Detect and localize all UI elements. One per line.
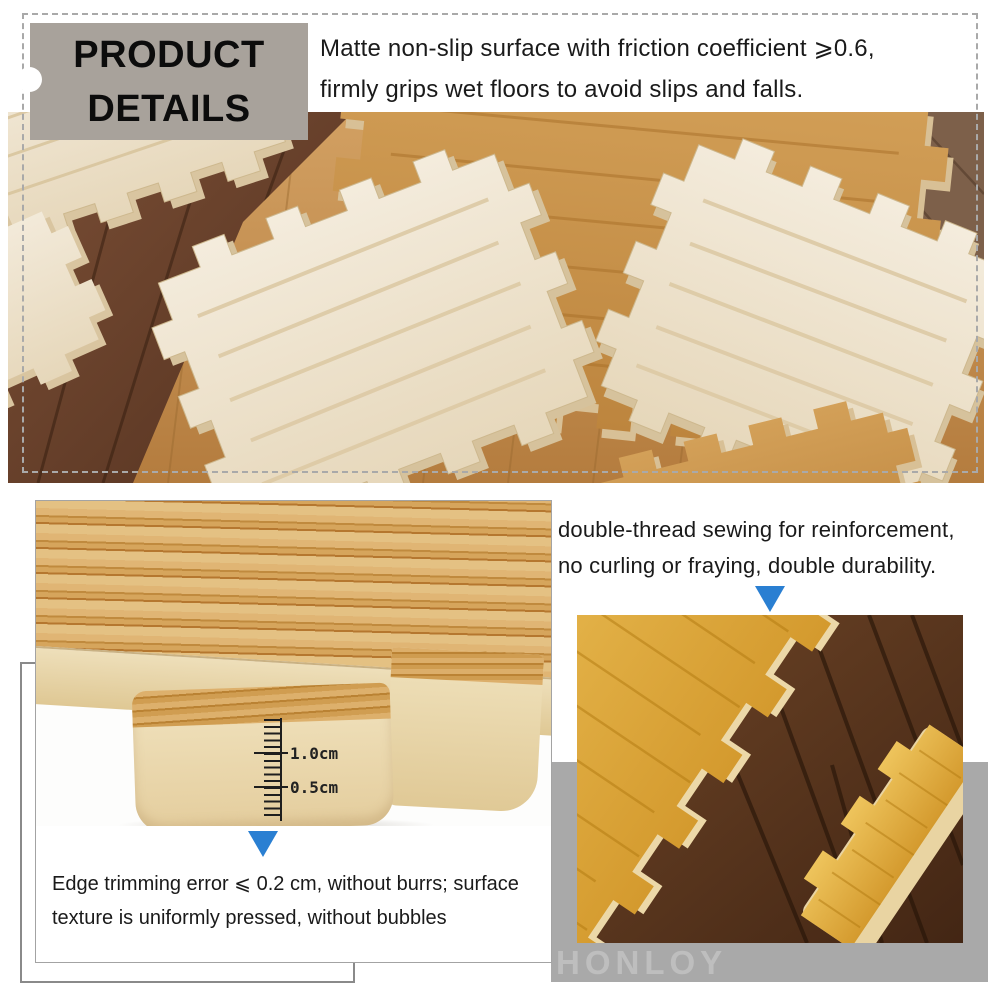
non-slip-caption [320, 28, 976, 110]
ruler-ticks [264, 719, 280, 819]
interlock-closeup-photo [577, 615, 963, 943]
main-product-photo [8, 112, 984, 483]
caption-line: firmly grips wet floors to avoid slips and falls. [320, 76, 804, 103]
ruler-tick-1cm [254, 752, 288, 754]
mat-edge-right-block [384, 647, 544, 813]
product-details-title-box [30, 23, 308, 140]
ticket-notch [17, 67, 42, 92]
thickness-label-1cm: 1.0cm [290, 744, 339, 763]
ruler-line [280, 718, 282, 821]
caption-line: texture is uniformly pressed, without bubbles [52, 907, 447, 929]
caption-line: no curling or fraying, double durability. [558, 553, 937, 578]
mat-interlock-tongue [132, 683, 395, 826]
stitching-caption [558, 512, 992, 584]
title-line-2: DETAILS [87, 87, 251, 130]
edge-trimming-caption [52, 867, 536, 935]
down-arrow-icon [248, 831, 278, 857]
caption-line: double-thread sewing for reinforcement, [558, 517, 955, 542]
down-arrow-icon [755, 586, 785, 612]
thickness-label-half-cm: 0.5cm [290, 778, 339, 797]
edge-detail-card [35, 500, 552, 963]
thickness-photo [36, 501, 551, 826]
caption-line: Matte non-slip surface with friction coefficient ⩾0.6, [320, 35, 875, 62]
brand-watermark: HONLOY [556, 944, 728, 981]
ruler-tick-half-cm [254, 786, 288, 788]
title-line-1: PRODUCT [73, 33, 265, 76]
caption-line: Edge trimming error ⩽ 0.2 cm, without burrs; surface [52, 873, 519, 895]
